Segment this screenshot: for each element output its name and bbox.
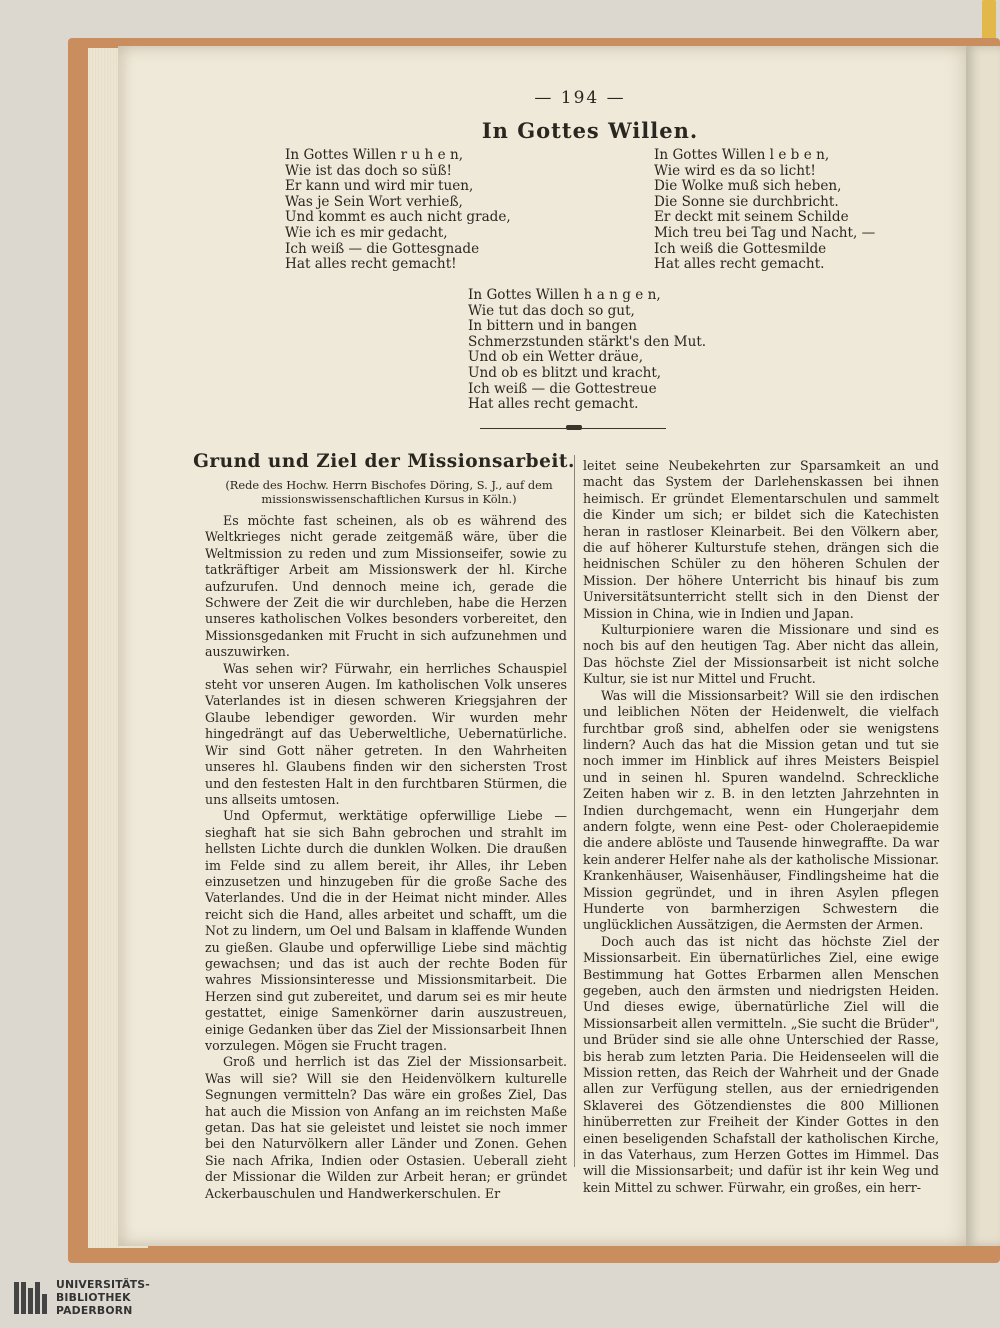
poem-title: In Gottes Willen.: [481, 118, 699, 143]
paragraph: Und Opfermut, werktätige opferwillige Liebe — sieghaft hat sie sich Bahn gebrochen und strahlt im hellsten Lichte durch die dunklen Wolken. Die draußen im Felde sind zu allem bereit, ihr Alles, ihr Leben einzusetzen und hinzugeben für die große Sache des Vaterlandes. Und die in der Heimat nicht minder. Alles reicht sich die Hand, alles arbeitet und schafft, um die Not zu lindern, um Oel und Balsam in klaffende Wunden zu gießen. Glaube und opferwillige Liebe sind mächtig gewachsen; und das ist auch der rechte Boden für wahres Missionsinteresse und Missionsmitarbeit. Die Herzen sind gut zubereitet, und darum sei es mir heute gestattet, einige Samenkörner darin auszustreuen, einige Gedanken über das Ziel der Missionsarbeit Ihnen vorzulegen. Mögen sie Frucht tragen.: [205, 808, 567, 1053]
section-divider-ornament: [566, 425, 582, 430]
paragraph: leitet seine Neubekehrten zur Sparsamkeit an und macht das System der Darlehenskassen bei ihnen heimisch. Er gründet Elementarschulen und sammelt die Kinder um sich; er bildet sich die Katechisten heran in rastloser Kleinarbeit. Bei den Völkern aber, die auf höherer Kulturstufe stehen, drängen sich die heidnischen Schüler zu den höheren Schulen der Mission. Der höhere Unterricht bis hinauf bis zum Universitätsunterricht stellt sich in den Dienst der Mission in China, wie in Indien und Japan.: [583, 458, 939, 621]
article-right-column: [583, 458, 939, 1196]
paragraph: Was sehen wir? Fürwahr, ein herrliches Schauspiel steht vor unseren Augen. Im katholischen Volk unseres Vaterlandes ist in diesen schweren Kriegsjahren der Glaube lebendiger geworden. Wir wurden mehr hingedrängt auf das Ueberweltliche, Uebernatürliche. Wir sind Gott näher getreten. In den Wahrheiten unseres hl. Glaubens finden wir den sichersten Trost und den festesten Halt in den furchtbaren Stürmen, die uns allseits umtosen.: [205, 660, 567, 807]
library-logo-text: [56, 1278, 150, 1317]
paragraph: Kulturpioniere waren die Missionare und sind es noch bis auf den heutigen Tag. Aber nicht das allein, Das höchste Ziel der Missionsarbeit ist nicht solche Kultur, sie ist nur Mittel und Frucht.: [583, 622, 939, 687]
poem-stanza-1: In Gottes Willen r u h e n, Wie ist das doch so süß! Er kann und wird mir tuen, Was je Sein Wort verhieß, Und kommt es auch nicht grade, Wie ich es mir gedacht, Ich weiß — die Gottesgnade Hat alles recht gemacht!: [285, 147, 511, 273]
library-logo-icon: [12, 1278, 52, 1318]
paragraph: Was will die Missionsarbeit? Will sie den irdischen und leiblichen Nöten der Heidenwelt, die vielfach furchtbar groß sind, abhelfen oder sie wenigstens lindern? Auch das hat die Mission getan und tut sie noch immer im Hinblick auf ihres Meisters Beispiel und in seinen hl. Spuren wandelnd. Schreckliche Zeiten haben wir z. B. in den letzten Jahrzehnten in Indien durchgemacht, wenn ein Hungerjahr dem andern folgte, wenn eine Pest- oder Choleraepidemie die andere ablöste und Tausende hinwegraffte. Da war kein anderer Helfer nahe als der katholische Missionar. Krankenhäuser, Waisenhäuser, Findlingsheime hat die Mission gegründet, und in ihren Asylen pflegen Hunderte von barmherzigen Schwestern die unglücklichen Aussätzigen, die Aermsten der Armen.: [583, 687, 939, 933]
column-divider: [574, 455, 575, 1167]
page-number: — 194 —: [534, 88, 626, 108]
article-left-column: [205, 513, 567, 1202]
library-logo-line: PADERBORN: [56, 1304, 133, 1317]
poem-stanza-2: In Gottes Willen l e b e n, Wie wird es da so licht! Die Wolke muß sich heben, Die Sonne sie durchbricht. Er deckt mit seinem Schilde Mich treu bei Tag und Nacht, — Ich weiß die Gottesmilde Hat alles recht gemacht.: [654, 147, 876, 273]
paragraph: Es möchte fast scheinen, als ob es während des Weltkrieges nicht gerade zeitgemäß wäre, über die Weltmission zu reden und zum Missionseifer, sowie zu tatkräftiger Arbeit am Missionswerk der hl. Kirche aufzurufen. Und dennoch meine ich, gerade die Schwere der Zeit die wir durchleben, habe die Herzen unseres katholischen Volkes besonders vorbereitet, den Missionsgedanken mit Frucht in sich aufzunehmen und auszuwirken.: [205, 513, 567, 660]
facing-page-edge: [966, 46, 1000, 1246]
article-subtitle: (Rede des Hochw. Herrn Bischofes Döring, S. J., auf dem missionswissenschaftlichen Kursus in Köln.): [225, 478, 553, 506]
paragraph: Doch auch das ist nicht das höchste Ziel der Missionsarbeit. Ein übernatürliches Ziel, eine ewige Bestimmung hat Gottes Erbarmen allen Menschen gegeben, auch den ärmsten und niedrigsten Heiden. Und dieses ewige, übernatürliche Ziel will die Missionsarbeit allen vermitteln. „Sie sucht die Brüder", und Brüder sind sie alle ohne Unterschied der Rasse, bis herab zum letzten Paria. Die Heidenseelen will die Mission retten, das Reich der Wahrheit und der Gnade allen zur Verfügung stellen, aus der erniedrigenden Sklaverei des Götzendienstes die 800 Millionen hinüberretten zur Freiheit der Kinder Gottes in den einen beseligenden Schafstall der katholischen Kirche, in das Vaterhaus, zum Herzen Gottes im Himmel. Das will die Missionsarbeit; und dafür ist ihr kein Weg und kein Mittel zu schwer. Fürwahr, ein großes, ein herr-: [583, 933, 939, 1195]
library-logo: [12, 1276, 162, 1320]
library-logo-line: UNIVERSITÄTS-: [56, 1278, 150, 1291]
library-logo-line: BIBLIOTHEK: [56, 1291, 131, 1304]
article-title: Grund und Ziel der Missionsarbeit.: [193, 451, 575, 472]
paragraph: Groß und herrlich ist das Ziel der Missionsarbeit. Was will sie? Will sie den Heidenvölkern kulturelle Segnungen vermitteln? Das wäre ein großes Ziel, Das hat auch die Mission von Anfang an im reichsten Maße getan. Das hat sie geleistet und leistet sie noch immer bei den Naturvölkern aller Länder und Zonen. Gehen Sie nach Afrika, Indien oder Ostasien. Ueberall zieht der Missionar die Wilden zur Arbeit heran; er gründet Ackerbauschulen und Handwerkerschulen. Er: [205, 1054, 567, 1201]
poem-stanza-3: In Gottes Willen h a n g e n, Wie tut das doch so gut, In bittern und in bangen Schmerzstunden stärkt's den Mut. Und ob ein Wetter dräue, Und ob es blitzt und kracht, Ich weiß — die Gottestreue Hat alles recht gemacht.: [468, 287, 707, 413]
